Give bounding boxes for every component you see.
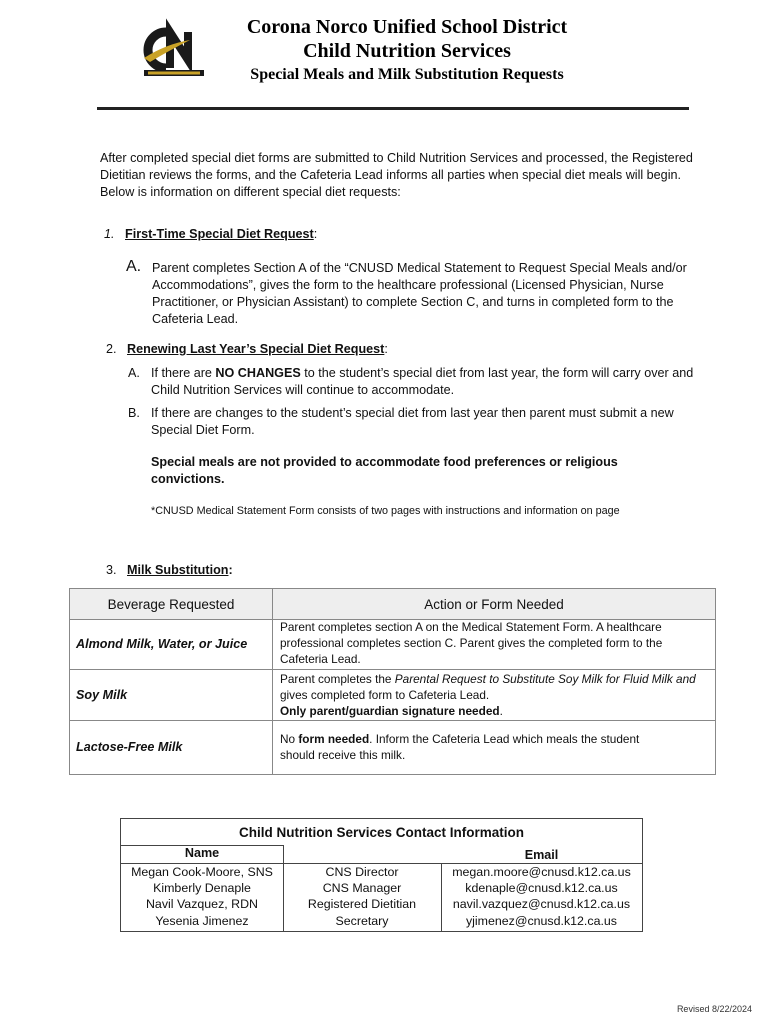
- section-3-number: 3.: [106, 563, 117, 577]
- section-2-title: Renewing Last Year’s Special Diet Request: [127, 342, 385, 356]
- header-divider: [97, 107, 689, 110]
- contact-email: navil.vazquez@cnusd.k12.ca.us: [452, 897, 631, 911]
- section-2-item-b-text: If there are changes to the student’s special diet from last year then parent must submit a new Special Diet Form.: [151, 406, 674, 437]
- contact-name: Megan Cook-Moore, SNS: [131, 865, 273, 879]
- contact-table-row: [121, 865, 642, 881]
- milk-table-row-action: Parent completes section A on the Medical Statement Form. A healthcare professional completes section C. Parent gives the completed form to the Cafeteria Lead.: [280, 620, 663, 666]
- milk-table-row-beverage: Soy Milk: [76, 688, 128, 702]
- milk-table-row-action: Parent completes the Parental Request to Substitute Soy Milk for Fluid Milk and gives completed form to Cafeteria Lead. Only parent/guardian signature needed.: [280, 672, 696, 718]
- section-3-heading: 3. Milk Substitution:: [106, 563, 233, 577]
- section-1-title: First-Time Special Diet Request: [125, 227, 314, 241]
- contact-table-title: Child Nutrition Services Contact Information: [238, 825, 525, 840]
- section-2-item-a-text: If there are NO CHANGES to the student’s special diet from last year, the form will carry over and Child Nutrition Services will continue to accommodate.: [151, 366, 694, 397]
- section-2-item-a-letter: A.: [128, 366, 140, 380]
- section-2-heading: 2. Renewing Last Year’s Special Diet Request:: [106, 342, 388, 356]
- milk-table-row-beverage: Lactose-Free Milk: [76, 740, 183, 754]
- contact-role: CNS Director: [325, 865, 399, 879]
- contact-name: Navil Vazquez, RDN: [145, 897, 258, 911]
- cn-logo: [136, 14, 212, 90]
- contact-email: kdenaple@cnusd.k12.ca.us: [465, 881, 618, 895]
- milk-table-header-action: Action or Form Needed: [273, 589, 715, 620]
- milk-table-divider: [272, 589, 273, 774]
- contact-table-row: [121, 897, 642, 913]
- contact-name: Yesenia Jimenez: [155, 914, 249, 928]
- contact-role: Registered Dietitian: [307, 897, 417, 911]
- intro-paragraph: After completed special diet forms are submitted to Child Nutrition Services and processed, the Registered Dietitian reviews the forms, and the Cafeteria Lead informs all parties when special diet meals will begin. Below is information on different special diet requests:: [100, 151, 693, 199]
- form-title: Special Meals and Milk Substitution Requests: [250, 66, 564, 83]
- milk-substitution-table: [69, 588, 716, 775]
- section-1-item-a-letter: A.: [126, 258, 142, 275]
- section-2-item-b-letter: B.: [128, 406, 140, 420]
- section-1-item-a-text: Parent completes Section A of the “CNUSD Medical Statement to Request Special Meals and/or Accommodations”, gives the form to the healthcare professional (Licensed Physician, Nurse Practitioner, or Physician Assistant) to complete Section C, and turns in completed form to the Cafeteria Lead.: [152, 261, 687, 326]
- medical-form-footnote: *CNUSD Medical Statement Form consists of two pages with instructions and information on page: [151, 505, 620, 517]
- district-name: Corona Norco Unified School District: [246, 16, 568, 38]
- milk-table-row-action: No form needed. Inform the Cafeteria Lead which meals the student should receive this milk.: [280, 732, 640, 762]
- contact-table-line: [121, 863, 642, 864]
- revision-date: Revised 8/22/2024: [676, 1004, 752, 1014]
- contact-role: Secretary: [335, 914, 389, 928]
- section-2-number: 2.: [106, 342, 117, 356]
- section-1-heading: 1. First-Time Special Diet Request:: [104, 227, 318, 241]
- section-3-title: Milk Substitution: [127, 563, 229, 577]
- section-1-number: 1.: [104, 227, 115, 241]
- special-meals-note: Special meals are not provided to accommodate food preferences or religious convictions.: [151, 455, 618, 486]
- contact-email: megan.moore@cnusd.k12.ca.us: [452, 865, 631, 879]
- contact-email: yjimenez@cnusd.k12.ca.us: [465, 914, 617, 928]
- contact-table-email-header: Email: [524, 848, 559, 862]
- milk-table-header-beverage: Beverage Requested: [70, 589, 272, 620]
- contact-table-row: [121, 914, 642, 930]
- contact-info-table: [120, 818, 643, 932]
- contact-table-row: [121, 881, 642, 897]
- contact-name: Kimberly Denaple: [153, 881, 251, 895]
- milk-table-row-line: [70, 720, 715, 721]
- milk-table-row-beverage: Almond Milk, Water, or Juice: [76, 637, 248, 651]
- contact-table-name-header: Name: [184, 846, 220, 860]
- contact-role: CNS Manager: [322, 881, 402, 895]
- milk-table-row-line: [70, 669, 715, 670]
- service-name: Child Nutrition Services: [303, 40, 511, 62]
